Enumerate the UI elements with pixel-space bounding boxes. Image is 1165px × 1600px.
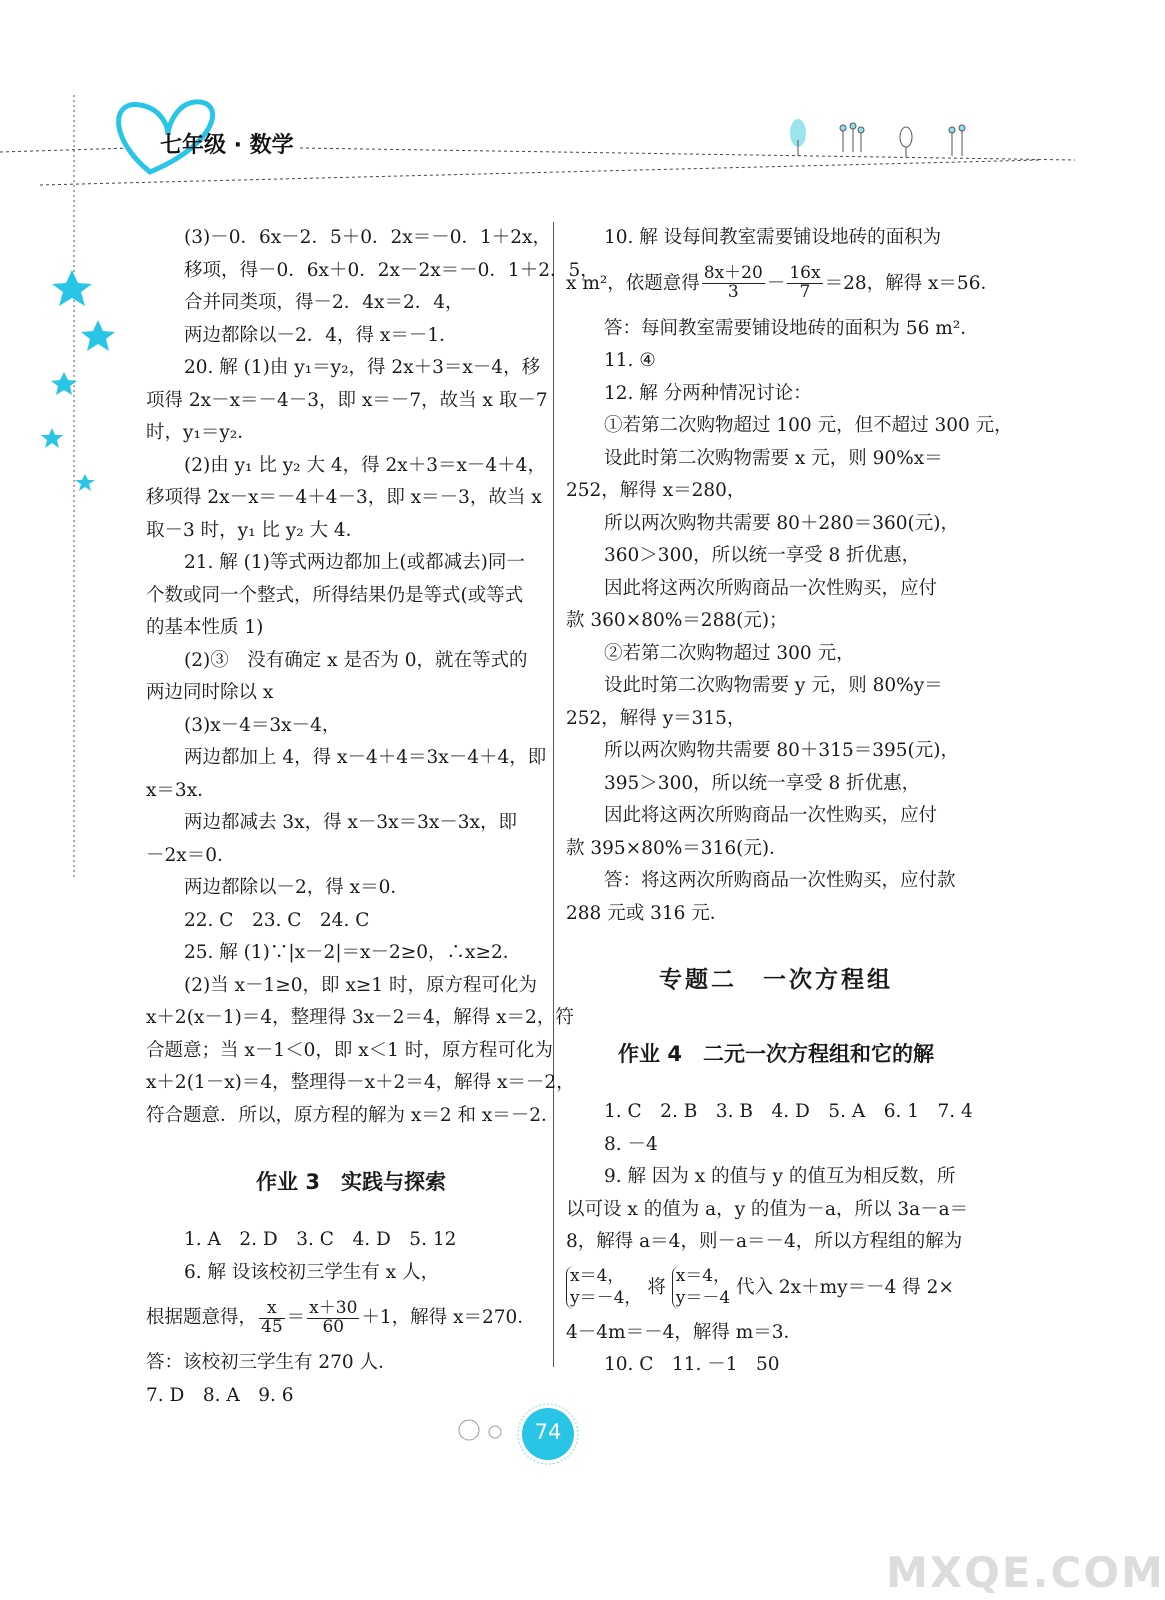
text-fragment: 根据题意得， xyxy=(146,1307,258,1328)
answer-line: 22. C 23. C 24. C xyxy=(184,909,370,931)
leaf-outline-icon xyxy=(900,127,912,147)
answer-line: 款 395×80%＝316(元)． xyxy=(566,837,788,859)
star-icon xyxy=(41,428,63,448)
answer-line: 以可设 x 的值为 a，y 的值为－a，所以 3a－a＝ xyxy=(566,1198,969,1220)
answer-line: 10. C 11. －1 50 xyxy=(604,1354,780,1375)
answer-line: (3)－0．6x－2．5＋0．2x＝－0．1＋2x， xyxy=(184,227,551,248)
star-icon xyxy=(75,474,95,491)
fraction xyxy=(787,265,822,302)
text-fragment: 代入 2x＋my＝－4 得 2× xyxy=(736,1276,954,1298)
answer-line: 9. 解 因为 x 的值与 y 的值互为相反数，所 xyxy=(604,1166,956,1187)
system-row: x＝4， xyxy=(675,1266,731,1287)
answer-line: 7. D 8. A 9. 6 xyxy=(146,1384,294,1406)
answer-line: 设此时第二次购物需要 y 元，则 80%y＝ xyxy=(604,675,943,696)
numerator: x xyxy=(259,1300,285,1319)
answer-line: 因此将这两次所购商品一次性购买，应付 xyxy=(604,577,938,599)
answer-line: 6. 解 设该校初三学生有 x 人， xyxy=(184,1261,440,1283)
flower-icon xyxy=(840,123,864,152)
numerator: 16x xyxy=(789,263,821,284)
answer-line: 21. 解 (1)等式两边都加上(或都减去)同一 xyxy=(184,552,525,573)
answer-line-fraction xyxy=(566,255,999,313)
answer-line: x＋2(x－1)＝4，整理得 3x－2＝4，解得 x＝2，符 xyxy=(146,1007,574,1028)
header-title: 七年级 · 数学 xyxy=(160,133,294,158)
star-icon xyxy=(51,372,77,395)
text-fragment: － xyxy=(766,272,786,294)
answer-line: 4－4m＝－4，解得 m＝3． xyxy=(566,1321,803,1343)
right-column xyxy=(566,222,1013,1382)
answer-line: 移项得 2x－x＝－4＋4－3，即 x＝－3，故当 x xyxy=(146,487,542,508)
answer-line: 合题意；当 x－1＜0，即 x＜1 时，原方程可化为 xyxy=(146,1039,553,1061)
watermark: MXQE.COM xyxy=(886,1548,1165,1597)
answer-line: 合并同类项，得－2．4x＝2．4， xyxy=(184,292,464,313)
answer-line: 答：每间教室需要铺设地砖的面积为 56 m²． xyxy=(604,317,979,339)
answer-line: 252，解得 x＝280， xyxy=(566,480,746,501)
answer-line: 20. 解 (1)由 y₁＝y₂，得 2x＋3＝x－4，移 xyxy=(184,357,541,378)
text-fragment: ＝28，解得 x＝56． xyxy=(824,272,999,294)
answer-line: (2)③ 没有确定 x 是否为 0，就在等式的 xyxy=(184,649,528,671)
text-fragment: ＋1，解得 x＝270． xyxy=(361,1307,536,1328)
answer-line: －2x＝0． xyxy=(146,844,236,866)
fraction xyxy=(702,265,765,302)
equation-system xyxy=(672,1266,730,1309)
answer-line: 符合题意．所以，原方程的解为 x＝2 和 x＝－2． xyxy=(146,1104,560,1126)
answer-line: 设此时第二次购物需要 x 元，则 90%x＝ xyxy=(604,447,943,469)
page-number xyxy=(522,1408,574,1460)
answer-line: x＝3x． xyxy=(146,779,216,801)
system-row: y＝－4， xyxy=(570,1287,642,1308)
answer-line: 252，解得 y＝315， xyxy=(566,707,746,729)
page-number-text: 74 xyxy=(534,1420,562,1444)
answer-line-system xyxy=(566,1259,986,1317)
answer-line: 所以两次购物共需要 80＋280＝360(元)， xyxy=(604,512,959,534)
answer-line: ①若第二次购物超过 100 元，但不超过 300 元， xyxy=(604,415,1013,436)
equation-system xyxy=(566,1266,641,1309)
answer-line: (2)由 y₁ 比 y₂ 大 4，得 2x＋3＝x－4＋4， xyxy=(184,454,546,476)
answer-line: 两边都加上 4，得 x－4＋4＝3x－4＋4，即 xyxy=(184,747,547,768)
answer-line: (2)当 x－1≥0，即 x≥1 时，原方程可化为 xyxy=(184,974,538,996)
page-header xyxy=(0,0,1075,200)
answer-line: 所以两次购物共需要 80＋315＝395(元)， xyxy=(604,740,959,761)
fraction xyxy=(259,1297,285,1337)
text-fragment: ＝ xyxy=(286,1307,306,1328)
answer-line: 因此将这两次所购商品一次性购买，应付 xyxy=(604,805,938,826)
section-title-hw4: 作业 4 二元一次方程组和它的解 xyxy=(618,1042,934,1066)
denominator: 60 xyxy=(322,1316,345,1337)
numerator: x＋30 xyxy=(309,1297,358,1318)
answer-line: 移项，得－0．6x＋0．2x－2x＝－0．1＋2．5， xyxy=(184,259,599,281)
answer-line: 答：将这两次所购商品一次性购买，应付款 xyxy=(604,870,956,891)
answer-line: (3)x－4＝3x－4， xyxy=(184,714,341,736)
numerator: 8x＋20 xyxy=(703,263,763,284)
answer-line: 取－3 时，y₁ 比 y₂ 大 4． xyxy=(146,519,365,541)
text-fragment: 将 xyxy=(647,1276,666,1298)
answer-line: 答：该校初三学生有 270 人． xyxy=(146,1352,397,1373)
answer-line: 1. C 2. B 3. B 4. D 5. A 6. 1 7. 4 xyxy=(604,1101,973,1122)
system-row: x＝4， xyxy=(570,1266,625,1287)
answer-line: 8，解得 a＝4，则－a＝－4，所以方程组的解为 xyxy=(566,1231,963,1252)
header-decoration xyxy=(0,0,1075,200)
answer-line: 1. A 2. D 3. C 4. D 5. 12 xyxy=(184,1229,457,1250)
star-icon xyxy=(81,320,115,351)
denominator: 3 xyxy=(727,282,739,302)
fraction xyxy=(307,1297,359,1337)
section-title-hw3: 作业 3 实践与探索 xyxy=(256,1170,446,1194)
answer-line: 款 360×80%＝288(元)； xyxy=(566,610,788,631)
answer-line: 项得 2x－x＝－4－3，即 x＝－7，故当 x 取－7 xyxy=(146,389,548,411)
system-row: y＝－4 xyxy=(675,1287,731,1308)
answer-line: 的基本性质 1) xyxy=(146,617,264,638)
answer-line: 11. ④ xyxy=(604,350,656,371)
answer-line: 395＞300，所以统一享受 8 折优惠， xyxy=(604,772,921,794)
answer-line: 时，y₁＝y₂． xyxy=(146,422,256,443)
answer-line: 两边同时除以 x xyxy=(146,682,274,703)
answer-line-fraction xyxy=(146,1289,556,1347)
topic-title: 专题二 一次方程组 xyxy=(659,967,893,993)
answer-line: 10. 解 设每间教室需要铺设地砖的面积为 xyxy=(604,227,942,248)
flower-icon-2 xyxy=(949,125,965,156)
denominator: 7 xyxy=(799,282,811,302)
denominator: 45 xyxy=(261,1316,283,1337)
star-icon xyxy=(52,270,92,306)
answer-line: 个数或同一个整式，所得结果仍是等式(或等式 xyxy=(146,584,524,606)
answer-line: 两边都除以－2，得 x＝0． xyxy=(184,877,409,898)
answer-line: 25. 解 (1)∵|x－2|＝x－2≥0，∴x≥2． xyxy=(184,942,522,963)
answer-line: 两边都除以－2．4，得 x＝－1． xyxy=(184,324,458,346)
text-fragment: x m²，依题意得 xyxy=(566,272,700,294)
answer-line: 360＞300，所以统一享受 8 折优惠， xyxy=(604,545,921,566)
answer-line: ②若第二次购物超过 300 元， xyxy=(604,642,855,664)
left-column xyxy=(146,222,599,1412)
answer-line: 两边都减去 3x，得 x－3x＝3x－3x，即 xyxy=(184,812,518,833)
answer-line: 12. 解 分两种情况讨论： xyxy=(604,382,812,404)
answer-line: 8. －4 xyxy=(604,1133,658,1155)
answer-line: x＋2(1－x)＝4，整理得－x＋2＝4，解得 x＝－2， xyxy=(146,1072,575,1093)
answer-line: 288 元或 316 元． xyxy=(566,902,729,924)
